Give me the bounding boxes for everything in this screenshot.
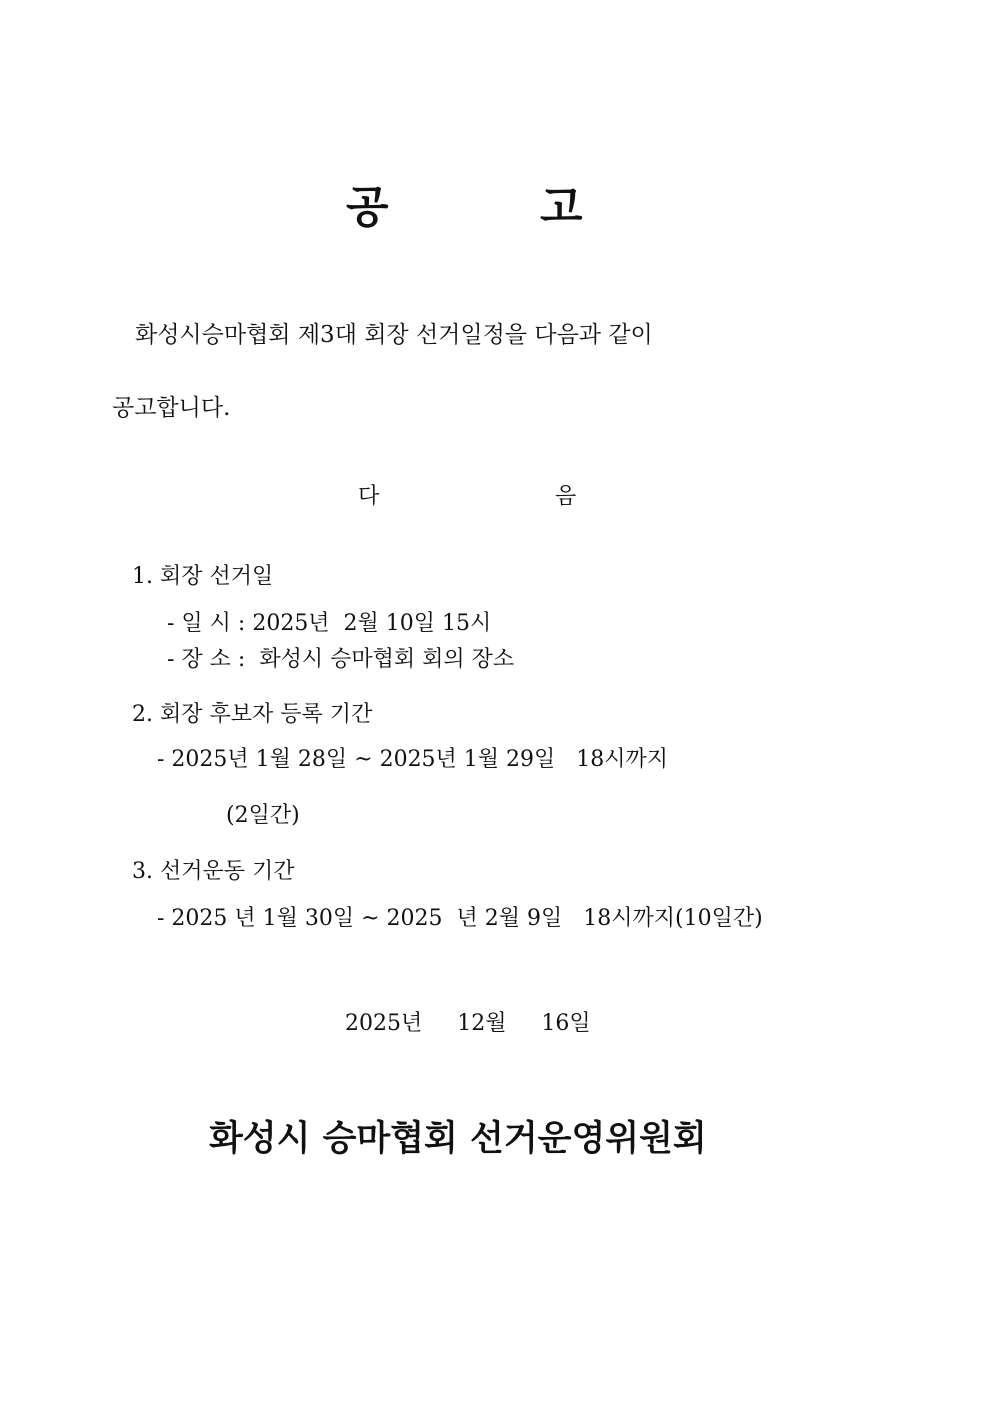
section-line: - 2025년 1월 28일 ~ 2025년 1월 29일 18시까지 [157, 747, 669, 772]
section-line: - 2025 년 1월 30일 ~ 2025 년 2월 9일 18시까지(10일간) [157, 906, 763, 931]
heading-char-left: 다 [358, 484, 380, 509]
section-heading: 1. 회장 선거일 [132, 564, 274, 589]
title-char-left: 공 [346, 182, 389, 233]
intro-line-2: 공고합니다. [112, 395, 231, 421]
organization-name: 화성시 승마협회 선거운영위원회 [209, 1118, 707, 1159]
heading-char-right: 음 [555, 484, 577, 509]
section-line: - 장 소 : 화성시 승마협회 회의 장소 [167, 647, 515, 672]
section-line: - 일 시 : 2025년 2월 10일 15시 [167, 611, 492, 636]
section-heading: 2. 회장 후보자 등록 기간 [132, 702, 373, 727]
intro-line-1: 화성시승마협회 제3대 회장 선거일정을 다음과 같이 [135, 322, 653, 348]
title-char-right: 고 [540, 182, 583, 233]
section-line: (2일간) [226, 803, 300, 828]
announcement-date: 2025년 12월 16일 [345, 1011, 591, 1036]
section-heading: 3. 선거운동 기간 [132, 859, 295, 884]
